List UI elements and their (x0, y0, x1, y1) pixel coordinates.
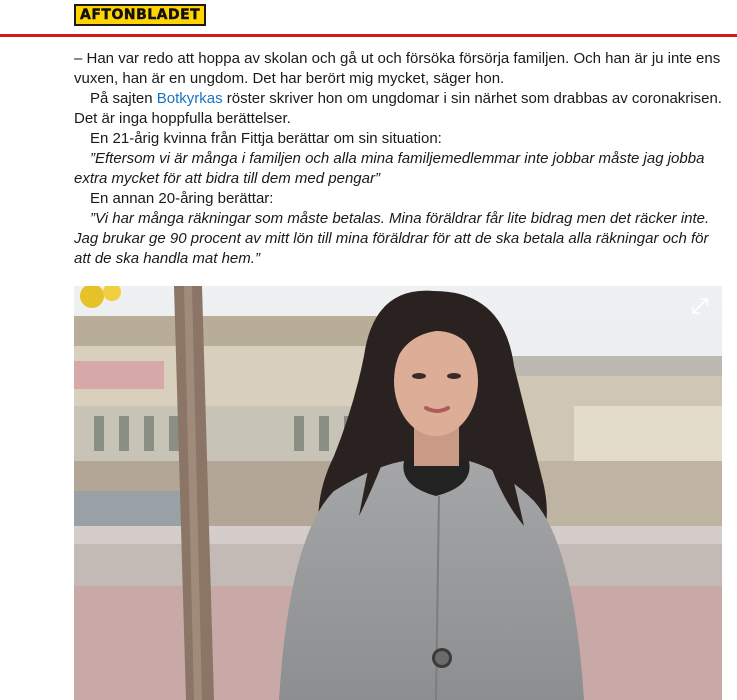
expand-icon[interactable] (690, 296, 710, 316)
paragraph-2 (74, 89, 724, 129)
botkyrkas-link[interactable]: Botkyrkas (156, 90, 223, 107)
article-photo[interactable] (74, 286, 722, 700)
article-body (74, 49, 724, 269)
paragraph-2-start: På sajten (90, 90, 157, 107)
quote-1: ”Eftersom vi är många i familjen och alla mina familjemedlemmar inte jobbar måste jag jobba extra mycket för att bidra till dem med pengar” (74, 150, 705, 187)
aftonbladet-logo[interactable] (74, 4, 206, 26)
paragraph-1: – Han var redo att hoppa av skolan och gå ut och försöka försörja familjen. Och han är ju inte ens vuxen, han är en ungdom. Det har berört mig mycket, säger hon. (74, 50, 721, 87)
paragraph-2-end: röster skriver hon om ungdomar i sin närhet som drabbas av coronakrisen. Det är inga hoppfulla berättelser. (74, 90, 722, 127)
photo-illustration (74, 286, 722, 700)
quote-2: ”Vi har många räkningar som måste betalas. Mina föräldrar får lite bidrag men det räcker inte. Jag brukar ge 90 procent av mitt lön till mina föräldrar för att de ska betala alla räkningar och för att de ska handla mat hem.” (74, 210, 710, 267)
site-header (0, 0, 737, 35)
paragraph-3: En 21-årig kvinna från Fittja berättar om sin situation: (90, 130, 442, 147)
logo-text: AFTONBLADET (80, 7, 201, 23)
header-divider (0, 34, 737, 37)
paragraph-4: En annan 20-åring berättar: (90, 190, 274, 207)
